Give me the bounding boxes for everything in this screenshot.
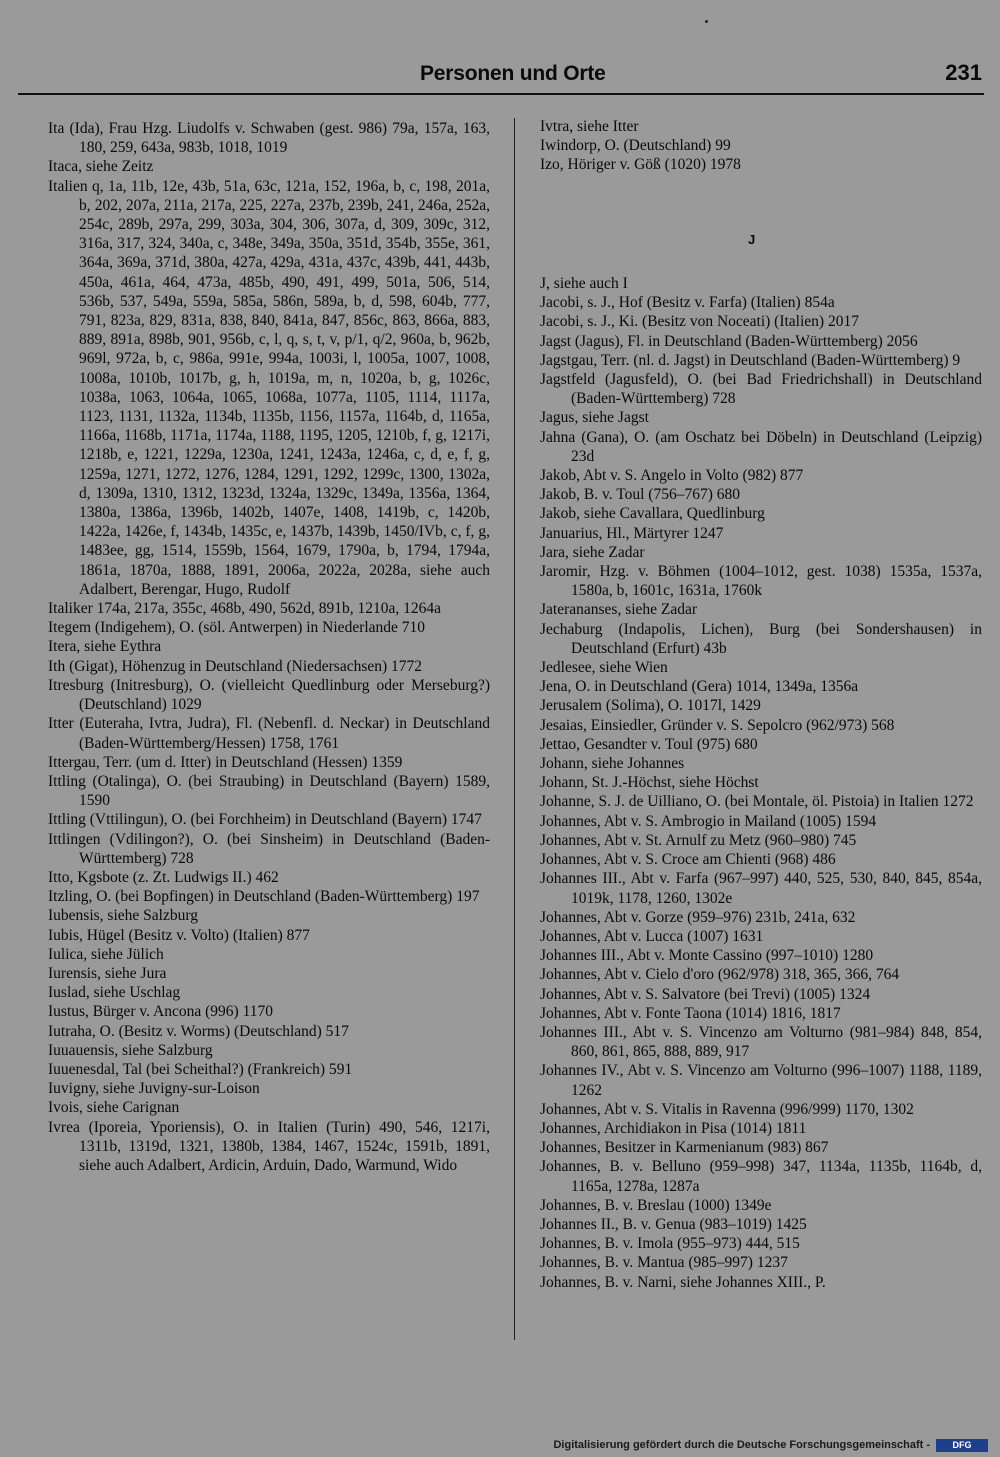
index-entry: Johannes, Abt v. St. Arnulf zu Metz (960–980) 745 [540, 831, 857, 849]
index-entry: Jagst (Jagus), Fl. in Deutschland (Baden-Württemberg) 2056 [540, 332, 918, 350]
index-entry: Johannes IV., Abt v. S. Vincenzo am Volturno (996–1007) 1188, 1189, 1262 [540, 1062, 982, 1099]
column-divider [514, 118, 515, 1340]
index-entry: Johannes, Abt v. S. Croce am Chienti (968) 486 [540, 851, 836, 869]
index-entry: Itaca, siehe Zeitz [48, 158, 154, 176]
index-entry: Jedlesee, siehe Wien [540, 659, 668, 677]
index-entry: Itto, Kgsbote (z. Zt. Ludwigs II.) 462 [48, 868, 279, 886]
header-rule [18, 93, 984, 95]
index-entry: Johannes, Besitzer in Karmenianum (983) 867 [540, 1139, 829, 1157]
index-entry: Jahna (Gana), O. (am Oschatz bei Döbeln) in Deutschland (Leipzig) 23d [540, 428, 982, 465]
index-entry: Johanne, S. J. de Uilliano, O. (bei Montale, öl. Pistoia) in Italien 1272 [540, 793, 974, 811]
index-entry: Itzling, O. (bei Bopfingen) in Deutschland (Baden-Württemberg) 197 [48, 888, 480, 906]
index-entry: Johannes II., B. v. Genua (983–1019) 1425 [540, 1215, 807, 1233]
index-entry: Itera, siehe Eythra [48, 638, 162, 656]
index-entry: Iuvigny, siehe Juvigny-sur-Loison [48, 1080, 260, 1098]
index-entry: Johannes III., Abt v. Farfa (967–997) 440, 525, 530, 840, 845, 854a, 1019k, 1178, 1260, 1302e [540, 870, 982, 907]
index-entry: Ittling (Otalinga), O. (bei Straubing) in Deutschland (Bayern) 1589, 1590 [48, 772, 490, 810]
index-entry: Italiker 174a, 217a, 355c, 468b, 490, 562d, 891b, 1210a, 1264a [48, 600, 442, 618]
index-entry: J, siehe auch I [540, 275, 628, 292]
index-entry: Jagstgau, Terr. (nl. d. Jagst) in Deutschland (Baden-Württemberg) 9 [540, 351, 961, 369]
index-entry: Ivtra, siehe Itter [540, 118, 639, 135]
index-entry: Iutraha, O. (Besitz v. Worms) (Deutschland) 517 [48, 1022, 349, 1040]
index-entry: Itegem (Indigehem), O. (söl. Antwerpen) in Niederlande 710 [48, 619, 426, 637]
index-entry: Johannes, Abt v. Cielo d'oro (962/978) 318, 365, 366, 764 [540, 966, 900, 984]
index-entry: Johannes, Abt v. Fonte Taona (1014) 1816, 1817 [540, 1004, 841, 1022]
index-entry: Jakob, siehe Cavallara, Quedlinburg [540, 505, 765, 523]
right-column [540, 274, 982, 1292]
index-entry: Johannes, B. v. Imola (955–973) 444, 515 [540, 1235, 800, 1253]
index-entry: Johannes III., Abt v. Monte Cassino (997–1010) 1280 [540, 947, 874, 965]
right-column-top [540, 117, 982, 175]
index-entry: Jaterananses, siehe Zadar [540, 601, 698, 619]
index-entry: Izo, Höriger v. Göß (1020) 1978 [540, 156, 741, 174]
index-entry: Johannes, Abt v. Gorze (959–976) 231b, 241a, 632 [540, 908, 856, 926]
index-entry: Johannes III., Abt v. S. Vincenzo am Volturno (981–984) 848, 854, 860, 861, 865, 888, 889, 917 [540, 1023, 982, 1061]
index-entry: Jagstfeld (Jagusfeld), O. (bei Bad Friedrichshall) in Deutschland (Baden-Württemberg) 728 [540, 371, 982, 408]
running-head: Personen und Orte [420, 62, 606, 85]
index-entry: Jena, O. in Deutschland (Gera) 1014, 1349a, 1356a [540, 678, 859, 696]
index-entry: Ivois, siehe Carignan [48, 1099, 180, 1117]
index-entry: Iuuauensis, siehe Salzburg [48, 1041, 213, 1059]
index-entry: Jacobi, s. J., Ki. (Besitz von Noceati) (Italien) 2017 [540, 313, 859, 331]
index-entry: Johannes, Abt v. S. Vitalis in Ravenna (996/999) 1170, 1302 [540, 1100, 914, 1118]
index-entry: Johannes, B. v. Narni, siehe Johannes XIII., P. [540, 1273, 826, 1291]
index-entry: Jara, siehe Zadar [540, 543, 645, 561]
index-entry: Jechaburg (Indapolis, Lichen), Burg (bei Sondershausen) in Deutschland (Erfurt) 43b [540, 620, 982, 657]
index-entry: Jagus, siehe Jagst [540, 409, 649, 427]
index-entry: Iurensis, siehe Jura [48, 964, 167, 982]
index-entry: Iuuenesdal, Tal (bei Scheithal?) (Frankreich) 591 [48, 1060, 353, 1078]
index-entry: Ita (Ida), Frau Hzg. Liudolfs v. Schwaben (gest. 986) 79a, 157a, 163, 180, 259, 643a, 983b, 1018, 1019 [48, 120, 490, 157]
index-entry: Itresburg (Initresburg), O. (vielleicht Quedlinburg oder Merseburg?) (Deutschland) 1029 [48, 676, 490, 714]
index-entry: Iustus, Bürger v. Ancona (996) 1170 [48, 1003, 274, 1021]
index-entry: Jesaias, Einsiedler, Gründer v. S. Sepolcro (962/973) 568 [540, 716, 895, 734]
page-number: 231 [945, 60, 982, 85]
index-entry: Jerusalem (Solima), O. 1017l, 1429 [540, 697, 761, 715]
index-entry: Iubensis, siehe Salzburg [48, 907, 198, 925]
index-entry: Jettao, Gesandter v. Toul (975) 680 [540, 735, 758, 753]
index-entry: Johann, St. J.-Höchst, siehe Höchst [540, 774, 759, 792]
index-entry: Johannes, B. v. Mantua (985–997) 1237 [540, 1254, 788, 1272]
index-entry: Iubis, Hügel (Besitz v. Volto) (Italien) 877 [48, 926, 310, 944]
scan-speck [705, 20, 708, 23]
index-entry: Iwindorp, O. (Deutschland) 99 [540, 137, 731, 155]
index-entry: Iulica, siehe Jülich [48, 945, 164, 963]
index-entry: Jacobi, s. J., Hof (Besitz v. Farfa) (Italien) 854a [540, 294, 835, 312]
index-entry: Italien q, 1a, 11b, 12e, 43b, 51a, 63c, 121a, 152, 196a, b, c, 198, 201a, b, 202, 207a, 211a, 217a, 225, 227a, 237b, 239b, 241, 246a, 252a, 254c, 289b, 297a, 299, 303a, 304, 306, 307a, d, 309, 309c, 312, 316a, 317, 324, 340a, c, 348e, 349a, 350a, 351d, 354b, 355e, 361, 364a, 369a, 371d, 380a, 427a, 429a, 431a, 437c, 439b, 441, 443b, 450a, 461a, 464, 473a, 485b, 490, 491, 499, 501a, 506, 514, 536b, 537, 549a, 559a, 585a, 586n, 589a, b, d, 598, 604b, 777, 791, 823a, 829, 831a, 838, 840, 841a, 847, 856c, 863, 866a, 883, 889, 891a, 898b, 901, 956b, c, l, q, s, t, v, p/1, q/2, 960a, b, 962b, 969l, 972a, b, c, 986a, 991e, 994a, 1003i, l, 1005a, 1007, 1008, 1008a, 1010b, 1017b, g, h, 1019a, m, n, 1020a, b, g, 1026c, 1038a, 1063, 1064a, 1065, 1068a, 1077a, 1105, 1114, 1117a, 1123, 1131, 1132a, 1134b, 1135b, 1156, 1157a, 1164b, d, 1165a, 1166a, 1168b, 1171a, 1174a, 1188, 1195, 1205, 1210b, f, g, 1217i, 1218b, e, 1221, 1229a, 1230a, 1241, 1243a, 1246a, c, d, e, f, g, 1259a, 1271, 1272, 1276, 1284, 1291, 1292, 1299c, 1300, 1302a, d, 1309a, 1310, 1312, 1323d, 1324a, 1329c, 1349a, 1356a, 1364, 1380a, 1386a, 1396b, 1402b, 1407e, 1408, 1419b, c, 1420b, 1422a, 1426e, f, 1434b, 1435c, e, 1437b, 1439b, 1450/IVb, c, f, g, 1483ee, gg, 1514, 1559b, 1564, 1679, 1790a, b, 1794, 1794a, 1861a, 1870a, 1888, 1891, 2006a, 2022a, 2028a, siehe auch Adalbert, Berengar, Hugo, Rudolf [48, 177, 490, 598]
index-entry: Januarius, Hl., Märtyrer 1247 [540, 524, 724, 542]
index-entry: Jakob, B. v. Toul (756–767) 680 [540, 486, 740, 504]
index-entry: Johannes, Abt v. Lucca (1007) 1631 [540, 927, 764, 945]
section-letter: J [748, 232, 756, 247]
index-entry: Ith (Gigat), Höhenzug in Deutschland (Niedersachsen) 1772 [48, 657, 423, 675]
index-entry: Johannes, B. v. Belluno (959–998) 347, 1134a, 1135b, 1164b, d, 1165a, 1278a, 1287a [540, 1158, 982, 1195]
dfg-logo: DFG [936, 1439, 988, 1452]
index-entry: Itter (Euteraha, Ivtra, Judra), Fl. (Nebenfl. d. Neckar) in Deutschland (Baden-Württemberg/Hessen) 1758, 1761 [48, 715, 490, 752]
index-entry: Ittling (Vttilingun), O. (bei Forchheim) in Deutschland (Bayern) 1747 [48, 811, 482, 829]
index-entry: Jakob, Abt v. S. Angelo in Volto (982) 877 [540, 467, 804, 485]
index-entry: Johannes, Abt v. S. Salvatore (bei Trevi) (1005) 1324 [540, 985, 871, 1003]
index-entry: Ittlingen (Vdilingon?), O. (bei Sinsheim) in Deutschland (Baden-Württemberg) 728 [48, 830, 490, 867]
footer-credit: Digitalisierung gefördert durch die Deutsche Forschungsgemeinschaft - [553, 1439, 930, 1451]
index-entry: Iuslad, siehe Uschlag [48, 984, 181, 1002]
index-entry: Johann, siehe Johannes [540, 755, 685, 773]
index-entry: Jaromir, Hzg. v. Böhmen (1004–1012, gest. 1038) 1535a, 1537a, 1580a, b, 1601c, 1631a, 1760k [540, 563, 982, 600]
index-entry: Ittergau, Terr. (um d. Itter) in Deutschland (Hessen) 1359 [48, 753, 403, 771]
index-entry: Johannes, B. v. Breslau (1000) 1349e [540, 1196, 772, 1214]
index-entry: Ivrea (Iporeia, Yporiensis), O. in Italien (Turin) 490, 546, 1217i, 1311b, 1319d, 1321, 1380b, 1384, 1467, 1524c, 1591b, 1891, siehe auch Adalbert, Ardicin, Arduin, Dado, Warmund, Wido [48, 1118, 490, 1174]
index-entry: Johannes, Abt v. S. Ambrogio in Mailand (1005) 1594 [540, 812, 877, 830]
left-column [48, 119, 490, 1175]
index-entry: Johannes, Archidiakon in Pisa (1014) 1811 [540, 1119, 807, 1137]
